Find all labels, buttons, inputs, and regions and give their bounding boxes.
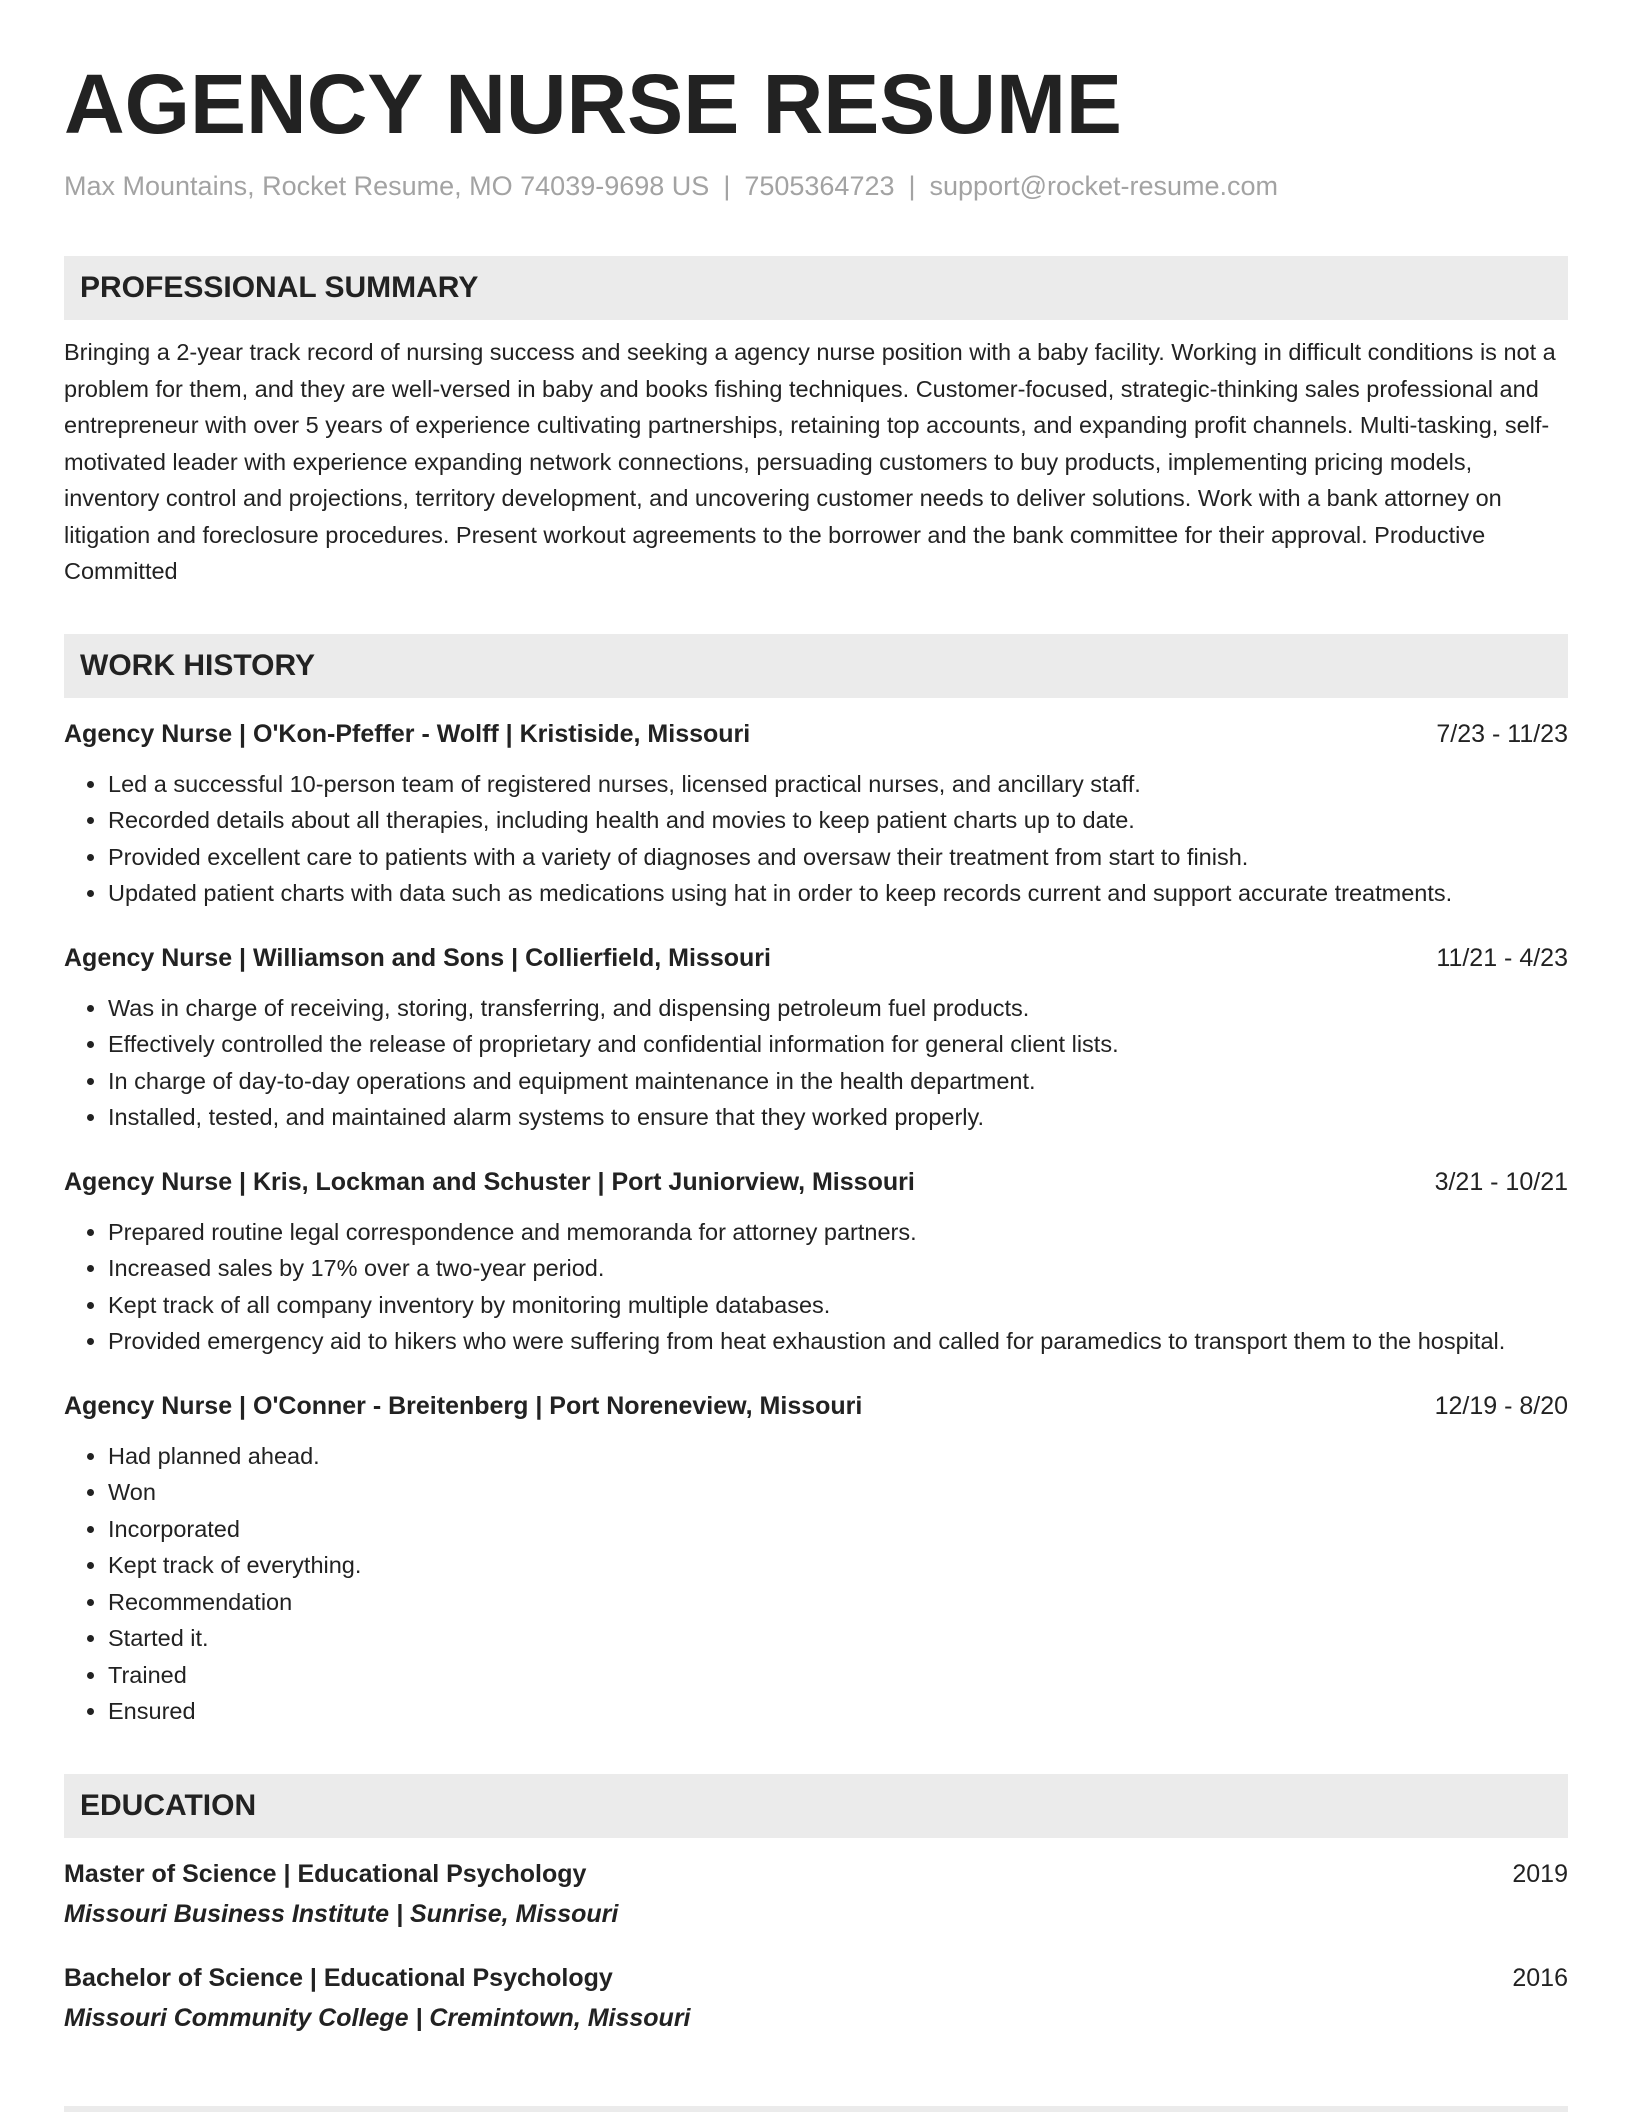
job-header	[64, 716, 1568, 752]
job-bullet: • Incorporated	[108, 1511, 1568, 1548]
contact-email: support@rocket-resume.com	[929, 171, 1279, 201]
job-bullet: • Effectively controlled the release of proprietary and confidential information for general client lists.	[108, 1026, 1568, 1063]
job-bullets	[64, 766, 1568, 912]
job-bullet: • Kept track of everything.	[108, 1547, 1568, 1584]
education-header	[64, 1856, 1568, 1892]
job-entry	[64, 716, 1568, 912]
bottom-divider	[64, 2106, 1568, 2112]
job-bullet: • Started it.	[108, 1620, 1568, 1657]
job-bullet: • Had planned ahead.	[108, 1438, 1568, 1475]
job-bullets	[64, 990, 1568, 1136]
job-title: Agency Nurse | O'Conner - Breitenberg | Port Noreneview, Missouri	[64, 1391, 863, 1420]
education-year: 2019	[1512, 1859, 1568, 1888]
job-header	[64, 1164, 1568, 1200]
job-bullet: • Ensured	[108, 1693, 1568, 1730]
job-bullet: • Won	[108, 1474, 1568, 1511]
education-header	[64, 1960, 1568, 1996]
education-entry	[64, 1856, 1568, 1932]
job-title: Agency Nurse | Kris, Lockman and Schuster | Port Juniorview, Missouri	[64, 1167, 915, 1196]
job-title: Agency Nurse | Williamson and Sons | Collierfield, Missouri	[64, 943, 771, 972]
job-bullet: • Was in charge of receiving, storing, transferring, and dispensing petroleum fuel products.	[108, 990, 1568, 1027]
job-bullet: • Trained	[108, 1657, 1568, 1694]
job-dates: 3/21 - 10/21	[1434, 1167, 1568, 1196]
job-bullet: • In charge of day-to-day operations and equipment maintenance in the health department.	[108, 1063, 1568, 1100]
job-dates: 11/21 - 4/23	[1436, 943, 1568, 972]
education-degree: Master of Science | Educational Psychology	[64, 1859, 587, 1888]
contact-separator: |	[908, 171, 916, 201]
contact-address: Max Mountains, Rocket Resume, MO 74039-9698 US	[64, 171, 710, 201]
job-bullet: • Installed, tested, and maintained alarm systems to ensure that they worked properly.	[108, 1099, 1568, 1136]
job-bullets	[64, 1214, 1568, 1360]
education-school: Missouri Business Institute | Sunrise, Missouri	[64, 1899, 619, 1928]
education-year: 2016	[1512, 1963, 1568, 1992]
job-bullet: • Recorded details about all therapies, including health and movies to keep patient charts up to date.	[108, 802, 1568, 839]
section-header-work-history: WORK HISTORY	[64, 634, 1568, 698]
section-header-summary: PROFESSIONAL SUMMARY	[64, 256, 1568, 320]
education-entry	[64, 1960, 1568, 2036]
contact-separator: |	[723, 171, 731, 201]
job-entry	[64, 1388, 1568, 1730]
job-header	[64, 940, 1568, 976]
resume-title: AGENCY NURSE RESUME	[64, 57, 1122, 151]
job-entry	[64, 1164, 1568, 1360]
education-school: Missouri Community College | Cremintown, Missouri	[64, 2003, 691, 2032]
contact-phone: 7505364723	[744, 171, 895, 201]
job-entry	[64, 940, 1568, 1136]
job-bullet: • Provided emergency aid to hikers who were suffering from heat exhaustion and called for paramedics to transport them to the hospital.	[108, 1323, 1568, 1360]
job-dates: 12/19 - 8/20	[1434, 1391, 1568, 1420]
job-bullet: • Prepared routine legal correspondence and memoranda for attorney partners.	[108, 1214, 1568, 1251]
job-dates: 7/23 - 11/23	[1436, 719, 1568, 748]
job-bullet: • Increased sales by 17% over a two-year period.	[108, 1250, 1568, 1287]
job-bullet: • Led a successful 10-person team of registered nurses, licensed practical nurses, and ancillary staff.	[108, 766, 1568, 803]
job-bullet: • Kept track of all company inventory by monitoring multiple databases.	[108, 1287, 1568, 1324]
job-bullet: • Recommendation	[108, 1584, 1568, 1621]
summary-text: Bringing a 2-year track record of nursing success and seeking a agency nurse position with a baby facility. Working in difficult conditions is not a problem for them, and they are well-versed in baby and books fishing techniques. Customer-focused, strategic-thinking sales professional and entrepreneur with over 5 years of experience cultivating partnerships, retaining top accounts, and expanding profit channels. Multi-tasking, self-motivated leader with experience expanding network connections, persuading customers to buy products, implementing pricing models, inventory control and projections, territory development, and uncovering customer needs to deliver solutions. Work with a bank attorney on litigation and foreclosure procedures. Present workout agreements to the borrower and the bank committee for their approval. Productive Committed	[64, 339, 1556, 584]
section-header-education: EDUCATION	[64, 1774, 1568, 1838]
education-degree: Bachelor of Science | Educational Psychology	[64, 1963, 613, 1992]
job-bullets	[64, 1438, 1568, 1730]
job-bullet: • Updated patient charts with data such as medications using hat in order to keep records current and support accurate treatments.	[108, 875, 1568, 912]
job-bullet: • Provided excellent care to patients with a variety of diagnoses and oversaw their treatment from start to finish.	[108, 839, 1568, 876]
job-header	[64, 1388, 1568, 1424]
job-title: Agency Nurse | O'Kon-Pfeffer - Wolff | Kristiside, Missouri	[64, 719, 751, 748]
contact-line	[64, 168, 1568, 204]
